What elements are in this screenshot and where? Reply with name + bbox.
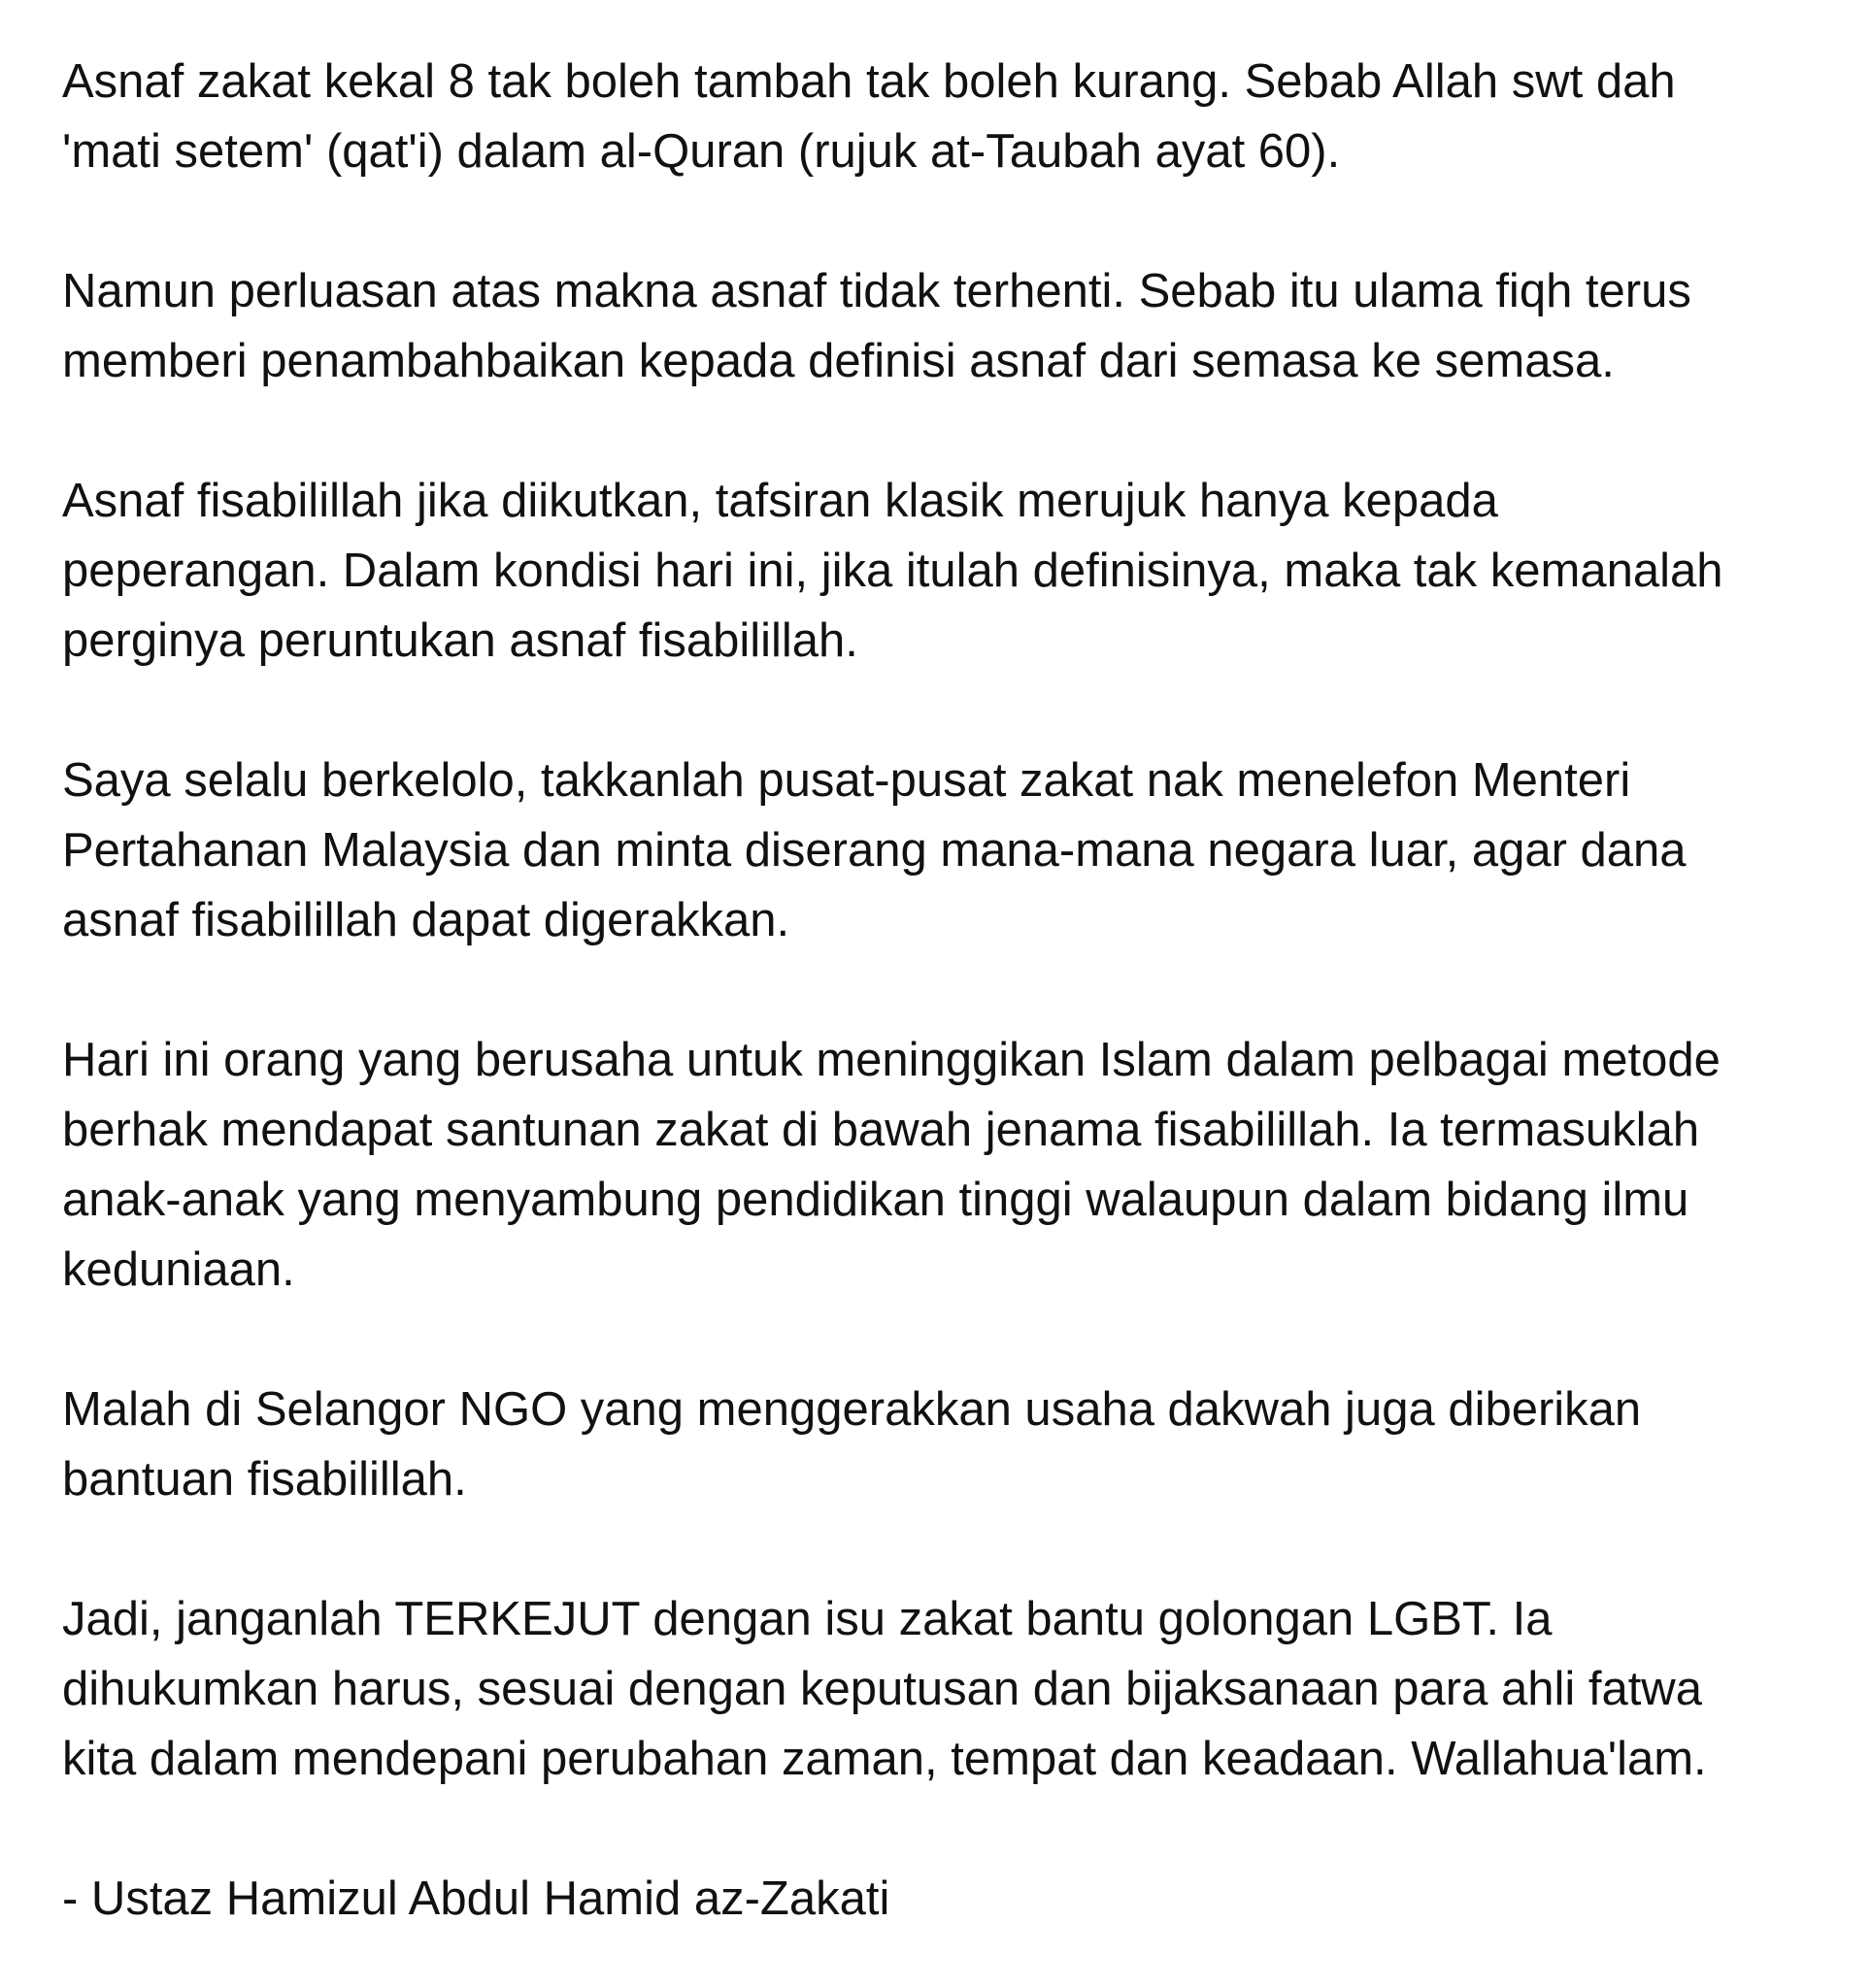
post-paragraph-5: Hari ini orang yang berusaha untuk meninggikan Islam dalam pelbagai metode berhak mendapat santunan zakat di bawah jenama fisabilillah. Ia termasuklah anak-anak yang menyambung pendidikan tinggi walaupun dalam bidang ilmu keduniaan. — [62, 1034, 1721, 1296]
post-paragraph-1: Asnaf zakat kekal 8 tak boleh tambah tak boleh kurang. Sebab Allah swt dah 'mati setem' (qat'i) dalam al-Quran (rujuk at-Taubah ayat 60). — [62, 55, 1676, 178]
post-signature: - Ustaz Hamizul Abdul Hamid az-Zakati — [62, 1872, 890, 1925]
post-paragraph-7: Jadi, janganlah TERKEJUT dengan isu zakat bantu golongan LGBT. Ia dihukumkan harus, sesuai dengan keputusan dan bijaksanaan para ahli fatwa kita dalam mendepani perubahan zaman, tempat dan keadaan. Wallahua'lam. — [62, 1593, 1707, 1785]
post-paragraph-4: Saya selalu berkelolo, takkanlah pusat-pusat zakat nak menelefon Menteri Pertahanan Malaysia dan minta diserang mana-mana negara luar, agar dana asnaf fisabilillah dapat digerakkan. — [62, 754, 1687, 946]
post-paragraph-6: Malah di Selangor NGO yang menggerakkan usaha dakwah juga diberikan bantuan fisabilillah. — [62, 1383, 1642, 1506]
post-body — [62, 47, 1822, 1934]
post-paragraph-2: Namun perluasan atas makna asnaf tidak terhenti. Sebab itu ulama fiqh terus memberi penambahbaikan kepada definisi asnaf dari semasa ke semasa. — [62, 265, 1691, 387]
post-paragraph-3: Asnaf fisabilillah jika diikutkan, tafsiran klasik merujuk hanya kepada peperangan. Dalam kondisi hari ini, jika itulah definisinya, maka tak kemanalah perginya peruntukan asnaf fisabilillah. — [62, 475, 1723, 667]
